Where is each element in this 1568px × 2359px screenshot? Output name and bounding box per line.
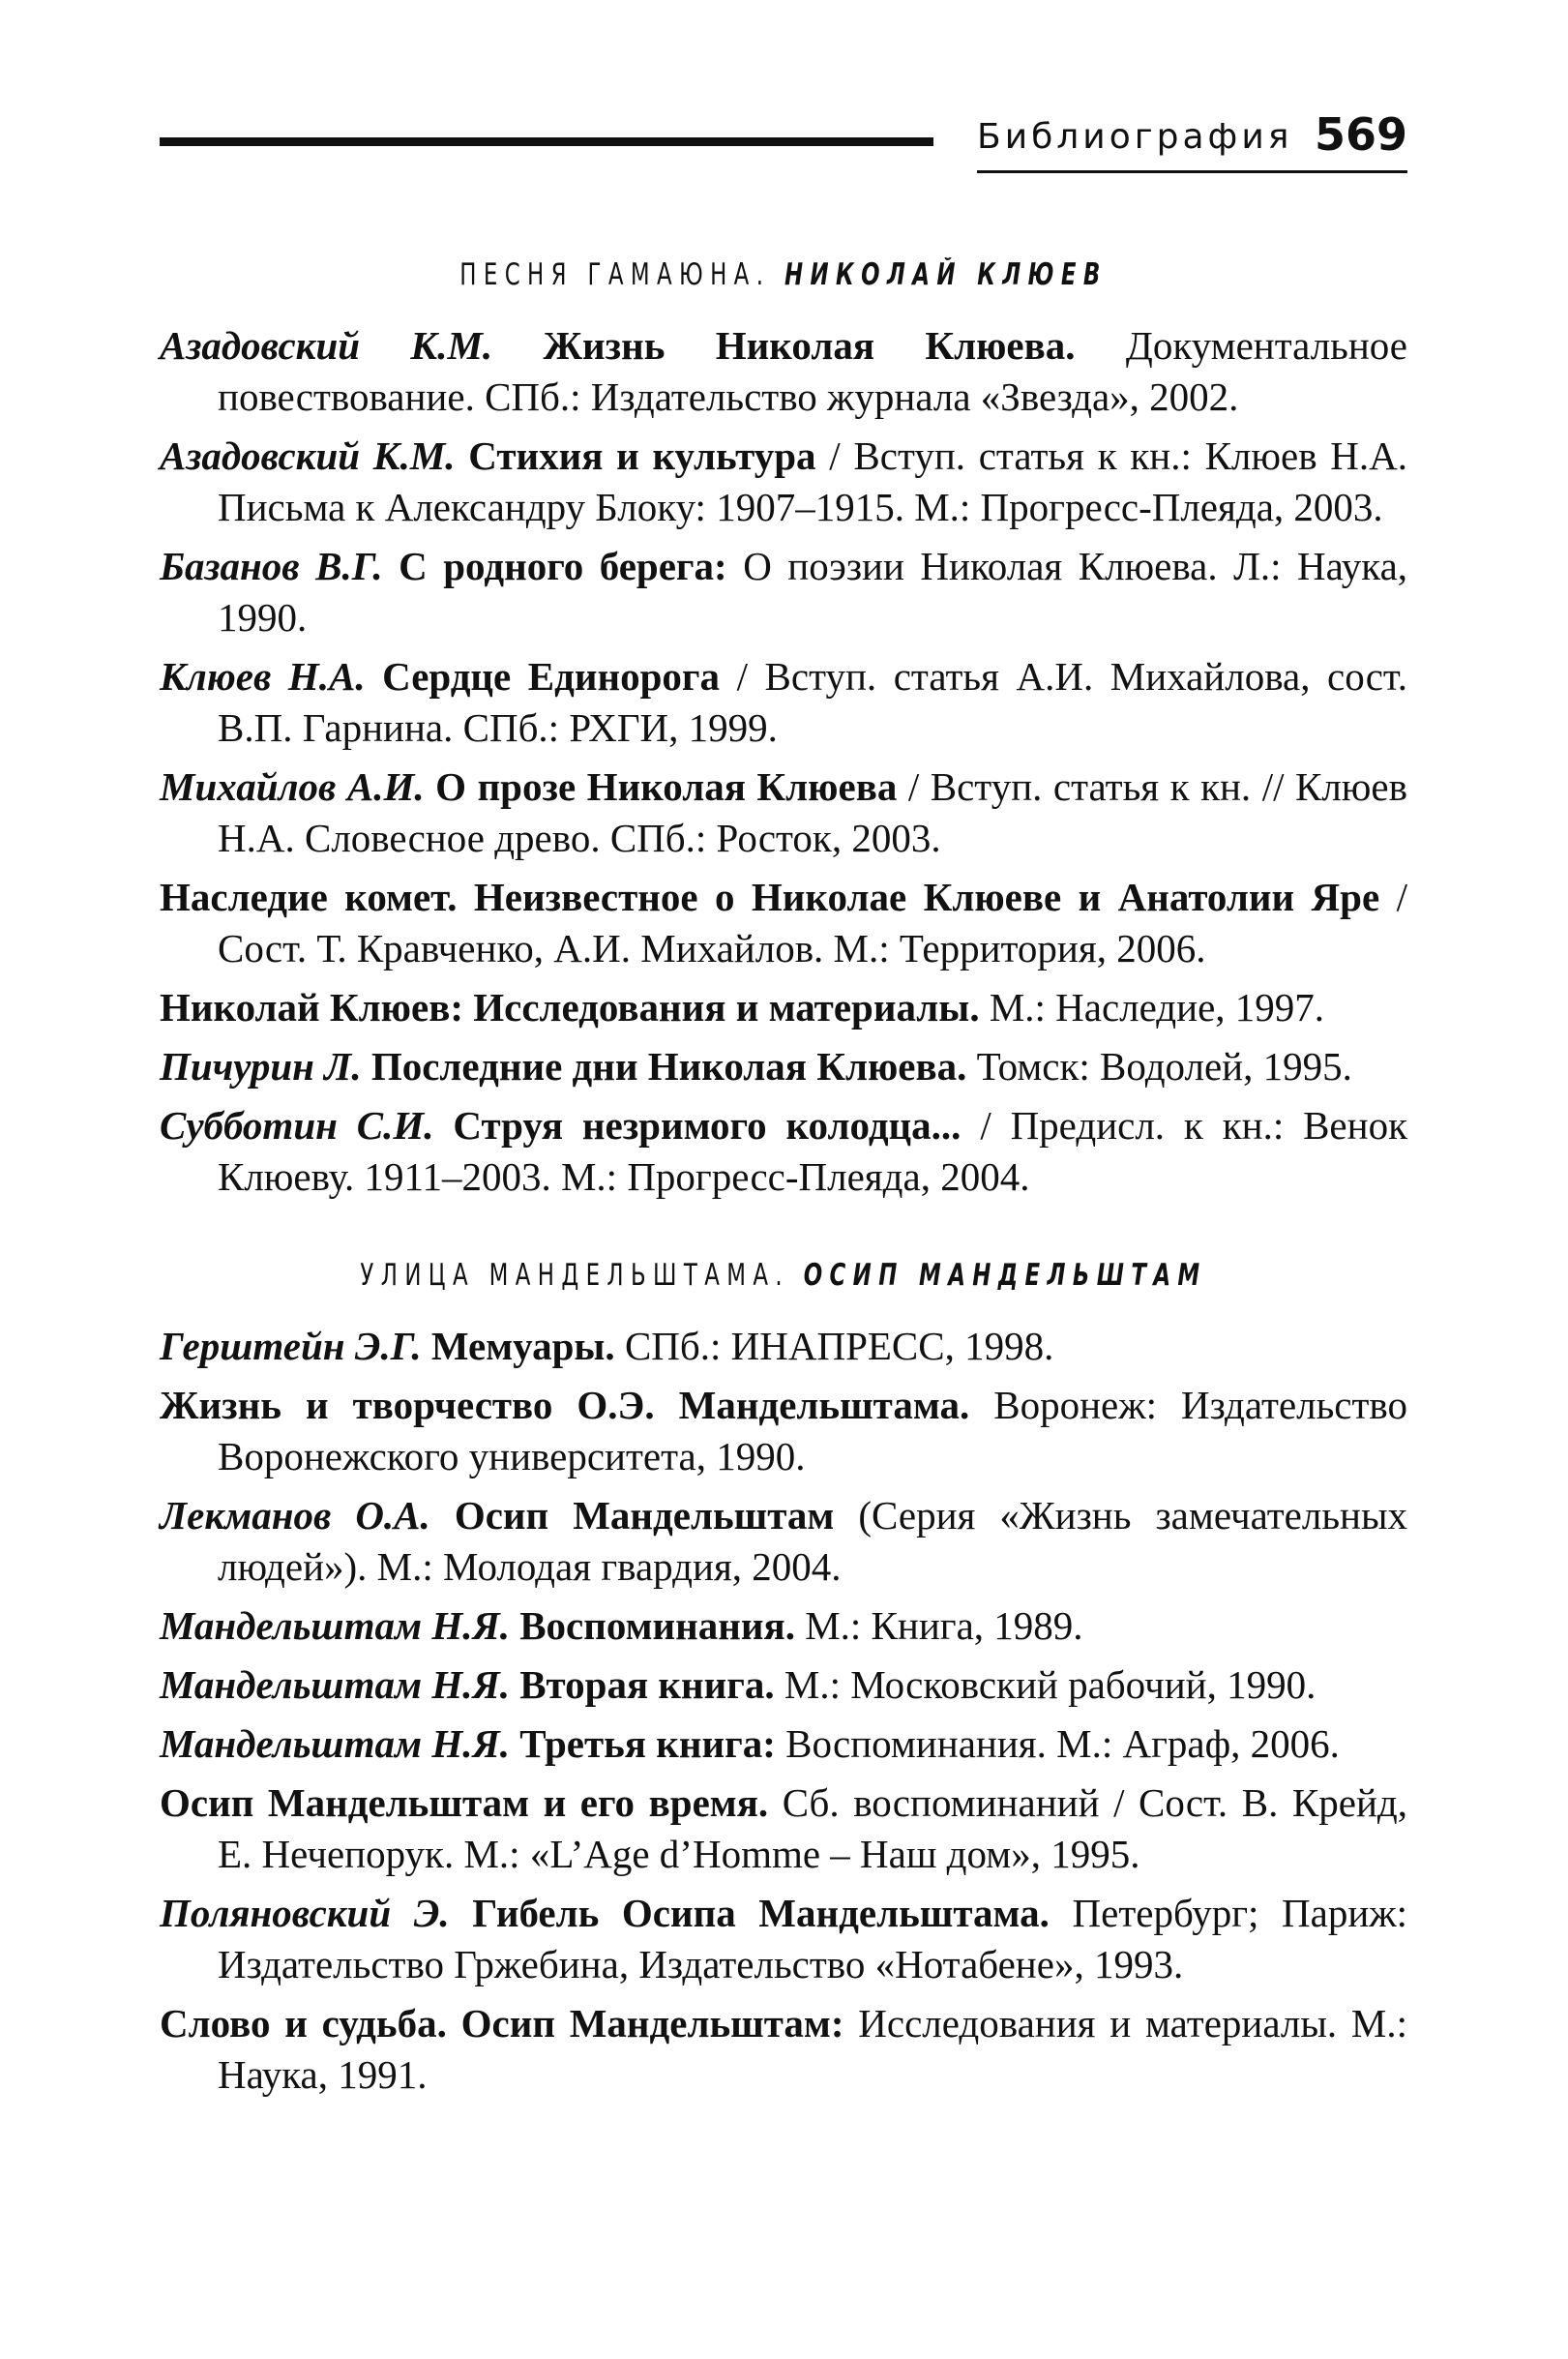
entry-details: Сб. воспоминаний / Сост. В. Крейд, Е. Нечепорук. М.: «L’Age d’Homme – Наш дом», 1995. bbox=[218, 1780, 1407, 1876]
entry-details: М.: Московский рабочий, 1990. bbox=[784, 1662, 1317, 1707]
running-header bbox=[160, 108, 1407, 195]
page-number: 569 bbox=[1314, 108, 1407, 161]
entry-title: Слово и судьба. Осип Мандельштам: bbox=[160, 2001, 844, 2045]
entry-details: / Предисл. к кн.: Венок Клюеву. 1911–2003. М.: Прогресс-Плеяда, 2004. bbox=[218, 1103, 1407, 1199]
entry-title: С родного берега: bbox=[399, 544, 727, 588]
entry-title: Вторая книга. bbox=[519, 1662, 775, 1707]
entry-author: Герштейн Э.Г. bbox=[160, 1324, 422, 1368]
bibliography-entry bbox=[160, 431, 1407, 533]
entry-details: Петербург; Париж: Издательство Гржебина, Издательство «Нотабене», 1993. bbox=[218, 1891, 1408, 1986]
section-title-main: ПЕСНЯ ГАМАЮНА. bbox=[459, 257, 771, 292]
bibliography-entry bbox=[160, 1998, 1407, 2101]
entry-details: Воспоминания. М.: Аграф, 2006. bbox=[785, 1721, 1340, 1766]
entry-details: Томск: Водолей, 1995. bbox=[976, 1044, 1352, 1089]
entry-details: Документальное повествование. СПб.: Издательство журнала «Звезда», 2002. bbox=[218, 323, 1407, 419]
bibliography-entry bbox=[160, 1777, 1407, 1880]
entry-title: Николай Клюев: Исследования и материалы. bbox=[160, 985, 980, 1030]
entry-title: Жизнь Николая Клюева. bbox=[543, 323, 1076, 368]
entry-title: Третья книга: bbox=[519, 1721, 776, 1766]
entry-author: Азадовский К.М. bbox=[160, 323, 493, 368]
bibliography-entry bbox=[160, 982, 1407, 1033]
entry-details: / Вступ. статья А.И. Михайлова, сост. В.П. Гарнина. СПб.: РХГИ, 1999. bbox=[218, 654, 1408, 750]
bibliography-entry bbox=[160, 1600, 1407, 1652]
bibliography-entry bbox=[160, 1718, 1407, 1770]
bibliography-entry bbox=[160, 320, 1407, 423]
entry-details: / Вступ. статья к кн. // Клюев Н.А. Словесное древо. СПб.: Росток, 2003. bbox=[218, 764, 1407, 860]
entry-author: Лекманов О.А. bbox=[160, 1493, 430, 1538]
entry-author: Азадовский К.М. bbox=[160, 433, 456, 478]
entry-details: / Сост. Т. Кравченко, А.И. Михайлов. М.: Территория, 2006. bbox=[218, 875, 1407, 970]
section-title-main: УЛИЦА МАНДЕЛЬШТАМА. bbox=[360, 1258, 790, 1293]
header-rule bbox=[160, 137, 933, 146]
entry-details: О поэзии Николая Клюева. Л.: Наука, 1990. bbox=[218, 544, 1408, 640]
bibliography-entry bbox=[160, 1888, 1407, 1990]
bibliography-entry bbox=[160, 872, 1407, 974]
bibliography-entry bbox=[160, 1321, 1407, 1372]
section-title-klyuev bbox=[272, 247, 1295, 303]
entry-author: Базанов В.Г. bbox=[160, 544, 383, 588]
entry-author: Поляновский Э. bbox=[160, 1891, 450, 1935]
entry-author: Субботин С.И. bbox=[160, 1103, 434, 1148]
entry-title: Мемуары. bbox=[430, 1324, 615, 1368]
section-title-mandelstam bbox=[272, 1247, 1295, 1303]
entry-details: СПб.: ИНАПРЕСС, 1998. bbox=[624, 1324, 1054, 1368]
bibliography-entry bbox=[160, 1380, 1407, 1482]
entry-title: Воспоминания. bbox=[519, 1603, 795, 1648]
section-name: Библиография bbox=[977, 117, 1293, 157]
header-underline bbox=[977, 170, 1407, 173]
entry-title: Последние дни Николая Клюева. bbox=[370, 1044, 967, 1089]
bibliography-entry bbox=[160, 541, 1407, 643]
bibliography-entry bbox=[160, 651, 1407, 754]
entry-author: Клюев Н.А. bbox=[160, 654, 366, 699]
entry-title: Наследие комет. Неизвестное о Николае Клюеве и Анатолии Яре bbox=[160, 875, 1380, 919]
entry-title: Сердце Единорога bbox=[382, 654, 721, 699]
entry-details: (Серия «Жизнь замечательных людей»). М.: Молодая гвардия, 2004. bbox=[218, 1493, 1408, 1589]
entry-author: Мандельштам Н.Я. bbox=[160, 1603, 510, 1648]
entry-details: Воронеж: Издательство Воронежского университета, 1990. bbox=[218, 1383, 1407, 1478]
entry-author: Пичурин Л. bbox=[160, 1044, 362, 1089]
entry-title: Жизнь и творчество О.Э. Мандельштама. bbox=[160, 1383, 970, 1427]
entry-title: О прозе Николая Клюева bbox=[435, 764, 898, 809]
entry-author: Михайлов А.И. bbox=[160, 764, 425, 809]
entry-details: М.: Книга, 1989. bbox=[805, 1603, 1083, 1648]
section-title-author: ОСИП МАНДЕЛЬШТАМ bbox=[803, 1258, 1207, 1293]
bibliography-entry bbox=[160, 1100, 1407, 1203]
entry-author: Мандельштам Н.Я. bbox=[160, 1721, 510, 1766]
bibliography-entry bbox=[160, 1041, 1407, 1092]
bibliography-entry bbox=[160, 761, 1407, 864]
entry-title: Осип Мандельштам и его время. bbox=[160, 1780, 769, 1825]
entry-details: Исследования и материалы. М.: Наука, 1991. bbox=[218, 2001, 1408, 2097]
entry-title: Осип Мандельштам bbox=[454, 1493, 835, 1538]
bibliography-content bbox=[160, 247, 1407, 2108]
section-title-author: НИКОЛАЙ КЛЮЕВ bbox=[784, 257, 1108, 292]
entry-details: М.: Наследие, 1997. bbox=[989, 985, 1325, 1030]
entry-title: Струя незримого колодца... bbox=[453, 1103, 962, 1148]
entry-title: Стихия и культура bbox=[468, 433, 816, 478]
entry-title: Гибель Осипа Мандельштама. bbox=[472, 1891, 1050, 1935]
bibliography-entry bbox=[160, 1490, 1407, 1593]
entry-author: Мандельштам Н.Я. bbox=[160, 1662, 510, 1707]
entry-details: / Вступ. статья к кн.: Клюев Н.А. Письма к Александру Блоку: 1907–1915. М.: Прогресс-Плеяда, 2003. bbox=[218, 433, 1408, 529]
bibliography-entry bbox=[160, 1659, 1407, 1711]
